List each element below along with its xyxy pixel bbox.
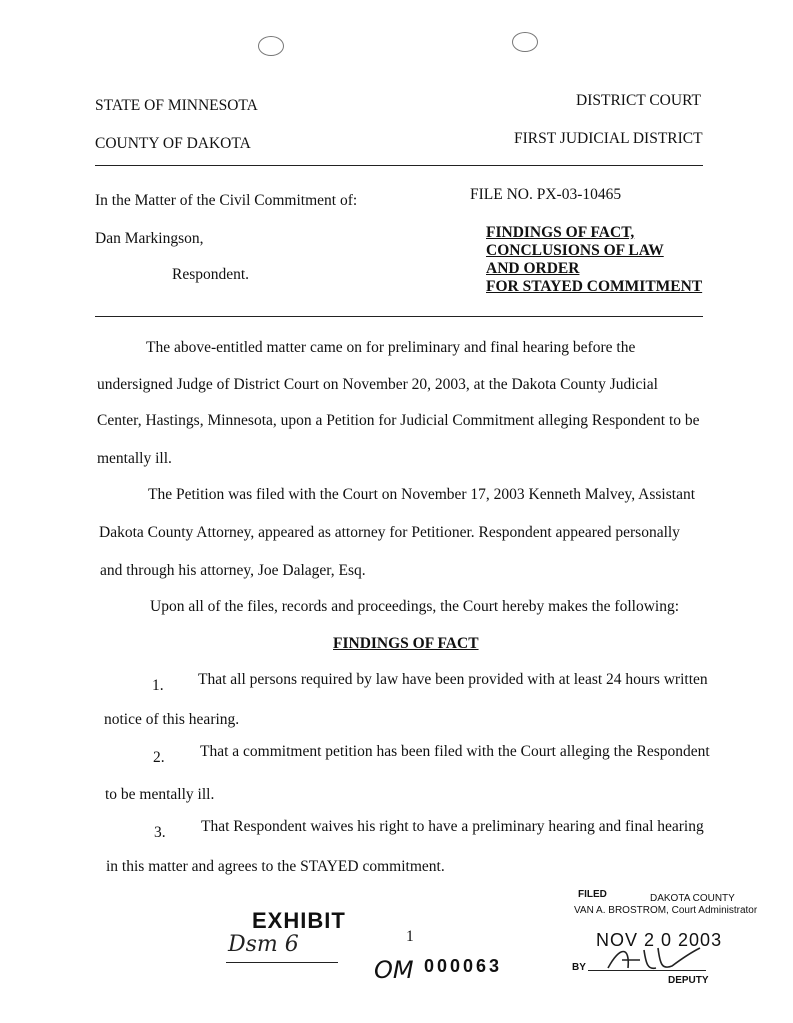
- court-name: DISTRICT COURT: [576, 92, 701, 109]
- file-number: FILE NO. PX-03-10465: [470, 186, 622, 203]
- respondent-role: Respondent.: [172, 266, 250, 283]
- signature-mark: [600, 942, 710, 978]
- stamp-admin: VAN A. BROSTROM, Court Administrator: [574, 905, 758, 916]
- state-name: STATE OF MINNESOTA: [95, 97, 258, 114]
- header-divider: [95, 165, 703, 166]
- body-line: mentally ill.: [97, 450, 172, 467]
- punch-hole-right: [512, 32, 538, 52]
- body-line: The Petition was filed with the Court on November 17, 2003 Kenneth Malvey, Assistant: [148, 486, 696, 503]
- bates-number: 000063: [424, 956, 503, 976]
- finding-line: in this matter and agrees to the STAYED commitment.: [106, 858, 445, 875]
- finding-line: That all persons required by law have been provided with at least 24 hours written: [198, 671, 708, 688]
- body-line: Upon all of the files, records and proceedings, the Court hereby makes the following:: [150, 598, 680, 615]
- county-name: COUNTY OF DAKOTA: [95, 135, 251, 152]
- respondent-name: Dan Markingson,: [95, 230, 204, 247]
- finding-number: 1.: [152, 677, 164, 694]
- stamp-county: DAKOTA COUNTY: [650, 893, 735, 904]
- caption-divider: [95, 316, 703, 317]
- finding-line: notice of this hearing.: [104, 711, 240, 728]
- punch-hole-left: [258, 36, 284, 56]
- body-line: The above-entitled matter came on for preliminary and final hearing before the: [146, 339, 636, 356]
- finding-line: to be mentally ill.: [105, 786, 215, 803]
- body-line: and through his attorney, Joe Dalager, Esq.: [100, 562, 366, 579]
- finding-number: 2.: [153, 749, 165, 766]
- body-line: Center, Hastings, Minnesota, upon a Petition for Judicial Commitment alleging Respondent to be: [97, 412, 700, 429]
- stamp-filed: FILED: [578, 889, 607, 900]
- page-number: 1: [406, 928, 414, 945]
- finding-number: 3.: [154, 824, 166, 841]
- section-heading: FINDINGS OF FACT: [333, 635, 479, 652]
- title-line: AND ORDER: [486, 260, 580, 277]
- exhibit-label: EXHIBIT: [252, 908, 346, 933]
- stamp-date: NOV 2 0 2003: [596, 930, 723, 950]
- exhibit-underline: [226, 962, 338, 963]
- district-name: FIRST JUDICIAL DISTRICT: [514, 130, 703, 147]
- document-title: [486, 224, 702, 296]
- title-line: FOR STAYED COMMITMENT: [486, 278, 703, 295]
- exhibit-handwriting: Dsm 6: [228, 932, 299, 957]
- bates-prefix: OM: [374, 956, 414, 984]
- matter-line: In the Matter of the Civil Commitment of:: [95, 192, 358, 209]
- body-line: Dakota County Attorney, appeared as attorney for Petitioner. Respondent appeared personally: [99, 524, 680, 541]
- finding-line: That Respondent waives his right to have a preliminary hearing and final hearing: [201, 818, 704, 835]
- title-line: FINDINGS OF FACT,: [486, 224, 635, 241]
- title-line: CONCLUSIONS OF LAW: [486, 242, 664, 259]
- finding-line: That a commitment petition has been filed with the Court alleging the Respondent: [200, 743, 710, 760]
- stamp-deputy: DEPUTY: [668, 975, 709, 986]
- body-line: undersigned Judge of District Court on November 20, 2003, at the Dakota County Judicial: [97, 376, 658, 393]
- stamp-by: BY: [572, 962, 586, 973]
